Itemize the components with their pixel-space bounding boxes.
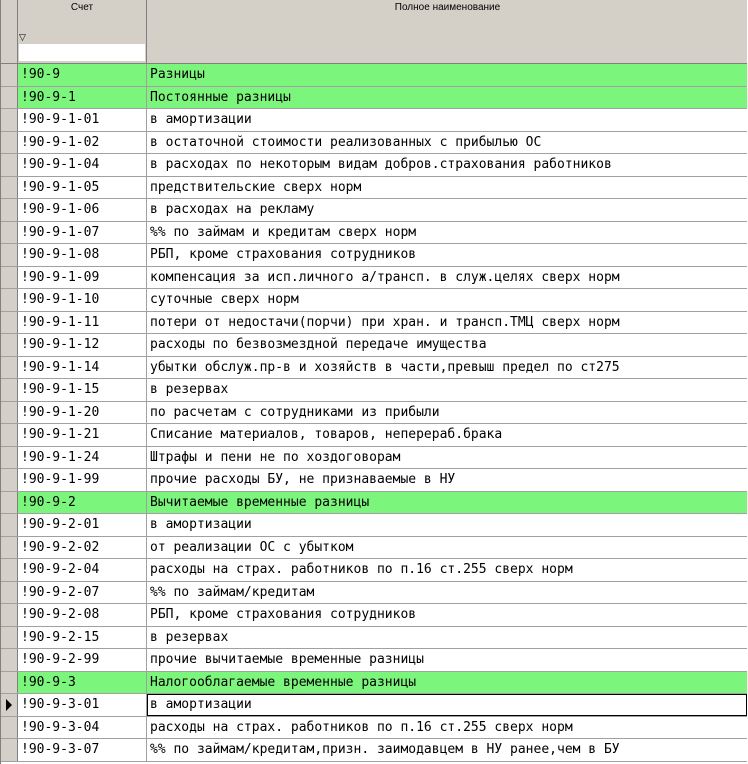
cell-full-name[interactable]: Штрафы и пени не по хоздоговорам <box>150 449 401 465</box>
table-row[interactable] <box>1 492 747 515</box>
grid-body <box>1 64 747 762</box>
table-row[interactable] <box>1 469 747 492</box>
row-indicator[interactable] <box>1 244 18 266</box>
account-filter-input[interactable] <box>19 44 145 61</box>
cell-account[interactable]: !90-9-2-02 <box>18 537 147 559</box>
table-row[interactable] <box>1 694 747 717</box>
cell-full-name[interactable]: потери от недостачи(порчи) при хран. и трансп.ТМЦ сверх норм <box>150 314 620 330</box>
row-indicator[interactable] <box>1 672 18 694</box>
row-indicator[interactable] <box>1 177 18 199</box>
table-row[interactable] <box>1 447 747 470</box>
cell-account[interactable]: !90-9-3-07 <box>18 739 147 761</box>
cell-account[interactable]: !90-9-2-99 <box>18 649 147 671</box>
table-row[interactable] <box>1 334 747 357</box>
table-row[interactable] <box>1 177 747 200</box>
cell-account[interactable]: !90-9-1-10 <box>18 289 147 311</box>
table-row[interactable] <box>1 379 747 402</box>
table-row[interactable] <box>1 199 747 222</box>
cell-full-name[interactable]: в амортизации <box>150 517 252 532</box>
table-row[interactable] <box>1 222 747 245</box>
cell-account[interactable]: !90-9-1-20 <box>18 402 147 424</box>
cell-full-name[interactable]: по расчетам с сотрудниками из прибыли <box>150 404 440 420</box>
row-indicator[interactable] <box>1 582 18 604</box>
cell-full-name[interactable]: РБП, кроме страхования сотрудников <box>150 607 417 622</box>
cell-full-name[interactable]: Постоянные разницы <box>150 89 291 105</box>
cell-account[interactable]: !90-9-1-02 <box>18 132 147 154</box>
cell-account[interactable]: !90-9-1-21 <box>18 424 147 446</box>
table-row[interactable] <box>1 514 747 537</box>
cell-full-name[interactable]: Списание материалов, товаров, непереpаб.брака <box>150 427 503 442</box>
triangle-down-icon[interactable]: ▽ <box>19 32 26 42</box>
header-indicator-cell <box>1 0 18 63</box>
row-indicator[interactable] <box>1 199 18 221</box>
row-indicator[interactable] <box>1 132 18 154</box>
cell-full-name[interactable]: в расходах на рекламу <box>150 202 315 217</box>
cell-full-name[interactable]: Вычитаемые временные разницы <box>150 494 370 510</box>
cell-account[interactable]: !90-9-1-04 <box>18 154 147 176</box>
cell-full-name[interactable]: суточные сверх норм <box>150 292 299 307</box>
cell-full-name[interactable]: %% по займам и кредитам сверх норм <box>150 224 417 240</box>
table-row[interactable] <box>1 64 747 87</box>
row-indicator[interactable] <box>1 334 18 356</box>
cell-account[interactable]: !90-9-1-11 <box>18 312 147 334</box>
cell-account[interactable]: !90-9-1-01 <box>18 109 147 131</box>
cell-full-name[interactable]: РБП, кроме страхования сотрудников <box>150 247 417 262</box>
cell-full-name[interactable]: в остаточной стоимости реализованных с прибылью ОС <box>150 134 542 150</box>
row-indicator[interactable] <box>1 109 18 131</box>
table-row[interactable] <box>1 649 747 672</box>
cell-full-name[interactable]: от реализации ОС с убытком <box>150 539 354 555</box>
table-row[interactable] <box>1 132 747 155</box>
cell-full-name[interactable]: компенсация за исп.личного а/трансп. в служ.целях сверх норм <box>150 269 620 285</box>
cell-full-name[interactable]: убытки обслуж.пр-в и хозяйств в части,превыш предел по ст275 <box>150 359 620 375</box>
cell-full-name[interactable]: %% по займам/кредитам <box>150 584 315 600</box>
table-row[interactable] <box>1 402 747 425</box>
row-indicator[interactable] <box>1 514 18 536</box>
table-row[interactable] <box>1 357 747 380</box>
row-indicator[interactable] <box>1 469 18 491</box>
cell-account[interactable]: !90-9-2-04 <box>18 559 147 581</box>
table-row[interactable] <box>1 559 747 582</box>
row-indicator[interactable] <box>1 604 18 626</box>
cell-full-name[interactable]: в амортизации <box>150 112 252 127</box>
table-row[interactable] <box>1 717 747 740</box>
row-indicator[interactable] <box>1 447 18 469</box>
table-row[interactable] <box>1 424 747 447</box>
grid-header <box>1 0 747 64</box>
cell-full-name[interactable]: в амортизации <box>147 694 747 716</box>
cell-account[interactable]: !90-9 <box>18 64 147 86</box>
cell-full-name[interactable]: в резервах <box>150 629 229 645</box>
table-row[interactable] <box>1 244 747 267</box>
cell-account[interactable]: !90-9-2-15 <box>18 627 147 649</box>
cell-account[interactable]: !90-9-1-12 <box>18 334 147 356</box>
row-indicator[interactable] <box>1 739 18 761</box>
table-row[interactable] <box>1 267 747 290</box>
row-indicator[interactable] <box>1 312 18 334</box>
cell-full-name[interactable]: предствительские сверх норм <box>150 179 362 195</box>
cell-account[interactable]: !90-9-1-14 <box>18 357 147 379</box>
cell-account[interactable]: !90-9-1-05 <box>18 177 147 199</box>
table-row[interactable] <box>1 312 747 335</box>
cell-account[interactable]: !90-9-1-99 <box>18 469 147 491</box>
table-row[interactable] <box>1 154 747 177</box>
cell-account[interactable]: !90-9-1-15 <box>18 379 147 401</box>
cell-account[interactable]: !90-9-3 <box>18 672 147 694</box>
row-indicator[interactable] <box>1 154 18 176</box>
table-row[interactable] <box>1 604 747 627</box>
cell-full-name[interactable]: прочие вычитаемые временные разницы <box>150 652 424 667</box>
column-header-name-label: Полное наименование <box>394 2 501 13</box>
row-indicator[interactable] <box>1 222 18 244</box>
row-indicator[interactable] <box>1 492 18 514</box>
cell-account[interactable]: !90-9-1-24 <box>18 447 147 469</box>
table-row[interactable] <box>1 739 747 762</box>
table-row[interactable] <box>1 582 747 605</box>
column-header-name[interactable] <box>147 0 747 63</box>
cell-account[interactable]: !90-9-2 <box>18 492 147 514</box>
cell-full-name[interactable]: расходы на страх. работников по п.16 ст.255 сверх норм <box>150 562 573 577</box>
row-indicator[interactable] <box>1 87 18 109</box>
column-header-account-label: Счет <box>70 2 94 13</box>
cell-account[interactable]: !90-9-1-08 <box>18 244 147 266</box>
cell-account[interactable]: !90-9-1-07 <box>18 222 147 244</box>
row-indicator[interactable] <box>1 379 18 401</box>
row-indicator[interactable] <box>1 64 18 86</box>
cell-full-name[interactable]: %% по займам/кредитам,призн. заимодавцем в НУ ранее,чем в БУ <box>150 742 620 757</box>
cell-account[interactable]: !90-9-2-01 <box>18 514 147 536</box>
cell-full-name[interactable]: Разницы <box>150 67 205 82</box>
current-row-arrow-icon <box>6 699 12 711</box>
row-indicator[interactable] <box>1 402 18 424</box>
row-indicator[interactable] <box>1 289 18 311</box>
row-indicator[interactable] <box>1 717 18 739</box>
row-indicator[interactable] <box>1 357 18 379</box>
table-row[interactable] <box>1 87 747 110</box>
table-row[interactable] <box>1 109 747 132</box>
row-indicator[interactable] <box>1 559 18 581</box>
cell-full-name[interactable]: в расходах по некоторым видам добров.страхования работников <box>150 157 612 172</box>
table-row[interactable] <box>1 672 747 695</box>
table-row[interactable] <box>1 627 747 650</box>
cell-account[interactable]: !90-9-3-01 <box>18 694 147 716</box>
row-indicator[interactable] <box>1 537 18 559</box>
cell-full-name[interactable]: Налогооблагаемые временные разницы <box>150 674 417 690</box>
cell-account[interactable]: !90-9-2-07 <box>18 582 147 604</box>
cell-account[interactable]: !90-9-1-06 <box>18 199 147 221</box>
row-indicator[interactable] <box>1 424 18 446</box>
cell-full-name[interactable]: в резервах <box>150 382 229 397</box>
row-indicator[interactable] <box>1 267 18 289</box>
cell-full-name[interactable]: расходы на страх. работников по п.16 ст.255 сверх норм <box>150 719 573 735</box>
column-header-account[interactable] <box>18 0 147 63</box>
cell-full-name[interactable]: прочие расходы БУ, не признаваемые в НУ <box>150 472 456 487</box>
cell-account[interactable]: !90-9-3-04 <box>18 717 147 739</box>
cell-full-name[interactable]: расходы по безвозмездной передаче имущества <box>150 337 487 352</box>
cell-account[interactable]: !90-9-1 <box>18 87 147 109</box>
row-indicator[interactable] <box>1 649 18 671</box>
cell-account[interactable]: !90-9-2-08 <box>18 604 147 626</box>
cell-account[interactable]: !90-9-1-09 <box>18 267 147 289</box>
table-row[interactable] <box>1 537 747 560</box>
row-indicator[interactable] <box>1 627 18 649</box>
table-row[interactable] <box>1 289 747 312</box>
row-indicator[interactable] <box>1 694 18 716</box>
